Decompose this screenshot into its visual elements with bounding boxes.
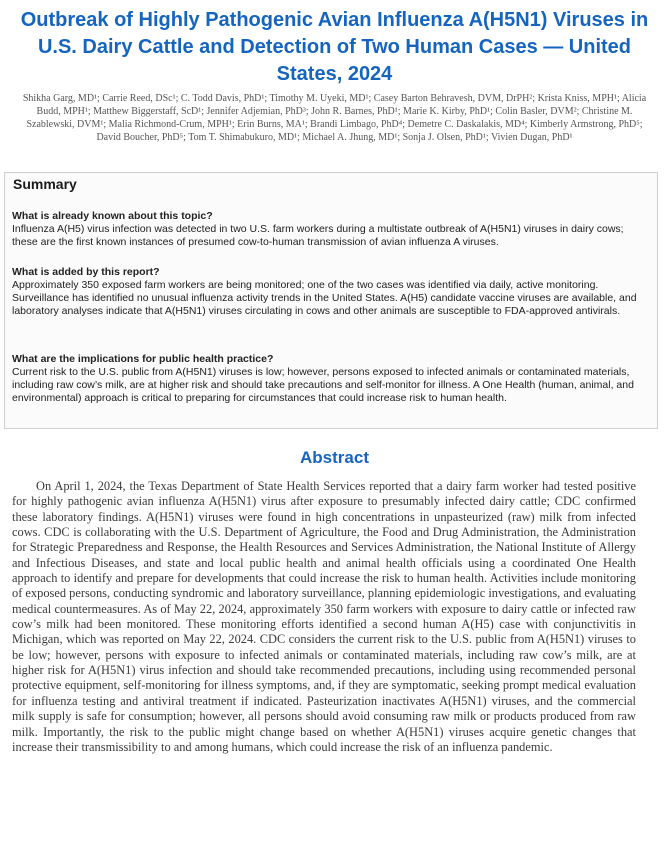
implications-question: What are the implications for public health practice? — [12, 353, 274, 365]
summary-added-section — [12, 266, 650, 318]
abstract-body: On April 1, 2024, the Texas Department of State Health Services reported that a dairy farm worker had tested positive for highly pathogenic avian influenza A(H5N1) virus after exposure to presumably infected dairy cattle; CDC confirmed these laboratory findings. A(H5N1) viruses were found in high concentrations in unpasteurized (raw) milk from infected cows. CDC is collaborating with the U.S. Department of Agriculture, the Food and Drug Administration, the Administration for Strategic Preparedness and Response, the Health Resources and Services Administration, the National Institute of Allergy and Infectious Diseases, and state and local public health and animal health officials using a coordinated One Health approach to identify and prepare for developments that could increase the risk to human health. Activities include monitoring of exposed persons, conducting syndromic and laboratory surveillance, planning epidemiologic investigations, and evaluating medical countermeasures. As of May 22, 2024, approximately 350 farm workers with exposure to dairy cattle or infected raw cow’s milk had been monitored. These monitoring efforts identified a second human A(H5) case with conjunctivitis in Michigan, which was reported on May 22, 2024. CDC considers the current risk to the U.S. public from A(H5N1) viruses to be low; however, persons with exposure to infected animals or contaminated materials, including raw cow’s milk, are at higher risk for A(H5N1) virus infection and should take recommended precautions, including using recommended personal protective equipment, self-monitoring for illness symptoms, and, if they are symptomatic, seeking prompt medical evaluation for influenza testing and antiviral treatment if indicated. Pasteurization inactivates A(H5N1) viruses, and the commercial milk supply is safe for consumption; however, all persons should avoid consuming raw milk or products produced from raw milk. Importantly, the risk to the public might change based on whether A(H5N1) viruses acquire genetic changes that increase their transmissibility to and among humans, which could increase the risk of an influenza pandemic. — [12, 479, 636, 754]
known-question: What is already known about this topic? — [12, 210, 213, 222]
report-title: Outbreak of Highly Pathogenic Avian Influenza A(H5N1) Viruses in U.S. Dairy Cattle and Detection of Two Human Cases — United States, 2024 — [20, 9, 649, 85]
author-list: Shikha Garg, MD¹; Carrie Reed, DSc¹; C. Todd Davis, PhD¹; Timothy M. Uyeki, MD¹; Casey Barton Behravesh, DVM, DrPH²; Krista Kniss, MPH¹; Alicia Budd, MPH¹; Matthew Biggerstaff, ScD¹; Jennifer Adjemian, PhD³; John R. Barnes, PhD¹; Marie K. Kirby, PhD¹; Colin Basler, DVM²; Christine M. Szablewski, DVM¹; Malia Richmond-Crum, MPH¹; Erin Burns, MA¹; Brandi Limbago, PhD⁴; Demetre C. Daskalakis, MD⁴; Kimberly Armstrong, PhD⁵; David Boucher, PhD⁵; Tom T. Shimabukuro, MD¹; Michael A. Jhung, MD¹; Sonja J. Olsen, PhD¹; Vivien Dugan, PhD¹ — [22, 93, 647, 143]
known-answer: Influenza A(H5) virus infection was detected in two U.S. farm workers during a multistate outbreak of A(H5N1) viruses in dairy cows; these are the first known instances of presumed cow-to-human transmission of avian influenza A viruses. — [12, 223, 624, 248]
summary-implications-section — [12, 353, 650, 405]
added-question: What is added by this report? — [12, 266, 160, 278]
implications-answer: Current risk to the U.S. public from A(H5N1) viruses is low; however, persons exposed to infected animals or contaminated materials, including raw cow’s milk, are at higher risk and should take precautions and self-monitor for illness. A One Health (human, animal, and environmental) approach is critical to preparing for circumstances that could increase risk to human health. — [12, 366, 634, 404]
summary-known-section — [12, 210, 650, 249]
summary-box — [4, 172, 658, 429]
added-answer: Approximately 350 exposed farm workers are being monitored; one of the two cases was identified via daily, active monitoring. Surveillance has identified no unusual influenza activity trends in the United States. A(H5) candidate vaccine viruses are available, and laboratory analyses indicate that A(H5N1) viruses circulating in cows and other animals are susceptible to FDA-approved antivirals. — [12, 279, 637, 317]
abstract-heading: Abstract — [300, 448, 369, 467]
summary-heading: Summary — [13, 176, 77, 192]
